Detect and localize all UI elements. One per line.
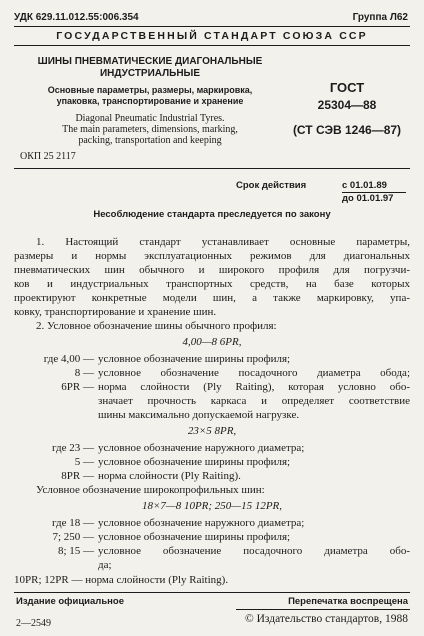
ex2-key-3: 8PR — <box>61 470 94 482</box>
ex3-key-2: 7; 250 — <box>52 531 94 543</box>
validity-to: до 01.01.97 <box>342 193 394 204</box>
ex1-key-1: где 4,00 — <box>43 353 94 365</box>
ex3-key-1: где 18 — <box>52 517 94 529</box>
validity-from: с 01.01.89 <box>342 180 387 191</box>
gost-number: 25304—88 <box>317 98 377 112</box>
title-ru-line-1: ШИНЫ ПНЕВМАТИЧЕСКИЕ ДИАГОНАЛЬНЫЕ <box>37 56 263 67</box>
p1-line-1: 1. Настоящий стандарт устанавливает основные параметры, <box>36 236 410 248</box>
ex1-key-2: 8 — <box>74 367 94 379</box>
title-en-line-3: packing, transportation and keeping <box>78 135 222 146</box>
ex1-text-3b: значает прочность каркаса и определяет соответствие <box>98 395 410 407</box>
ex2-text-3: норма слойности (Ply Raiting). <box>98 470 241 482</box>
subtitle-ru-line-1: Основные параметры, размеры, маркировка, <box>47 85 253 95</box>
header-rule-top <box>14 26 410 27</box>
print-code: 2—2549 <box>16 618 51 629</box>
example-2: 23×5 8PR, <box>187 425 237 437</box>
ex2-text-2: условное обозначение ширины профиля; <box>98 456 291 468</box>
group-code: Группа Л62 <box>352 12 408 23</box>
title-ru-line-2: ИНДУСТРИАЛЬНЫЕ <box>99 68 201 79</box>
footer-rule <box>14 592 410 593</box>
p1-line-5: проектируют конкретные модели шин, а также маркировку, упа- <box>14 292 410 304</box>
gost-block <box>286 80 408 138</box>
wide-profile-label: Условное обозначение широкопрофильных шин: <box>36 484 265 496</box>
gost-label: ГОСТ <box>329 80 365 95</box>
example-1: 4,00—8 6PR, <box>182 336 242 348</box>
title-block <box>14 56 286 146</box>
ex3-text-3b: да; <box>98 559 112 571</box>
legal-notice: Несоблюдение стандарта преследуется по закону <box>93 209 331 220</box>
official-edition: Издание официальное <box>16 596 124 607</box>
ex1-text-3c: шины максимально допускаемой нагрузке. <box>98 409 300 421</box>
footer-rule-right <box>236 609 410 610</box>
ex1-text-1: условное обозначение ширины профиля; <box>98 353 291 365</box>
ex2-text-1: условное обозначение наружного диаметра; <box>98 442 305 454</box>
ex1-key-3: 6PR — <box>61 381 94 393</box>
publisher-copyright: © Издательство стандартов, 1988 <box>244 613 408 625</box>
st-sev-number: (СТ СЭВ 1246—87) <box>292 123 402 137</box>
subtitle-ru-line-2: упаковка, транспортирование и хранение <box>56 96 244 106</box>
p1-line-6: ковку, транспортирование и хранение шин. <box>14 306 217 318</box>
p1-line-3: пневматических шин обычного и широкого профиля для погрузчи- <box>14 264 410 276</box>
p2-line: 2. Условное обозначение шины обычного профиля: <box>36 320 277 332</box>
p1-line-4: ков и индустриальных транспортных средств, на базе которых <box>14 278 410 290</box>
ex3-text-2: условное обозначение ширины профиля; <box>98 531 291 543</box>
okp-code: ОКП 25 2117 <box>20 151 76 162</box>
p1-line-2: размеры и нормы эксплуатационных режимов для диагональных <box>14 250 410 262</box>
ply-rating-line: 10PR; 12PR — норма слойности (Ply Raiting). <box>14 574 229 586</box>
ex3-text-1: условное обозначение наружного диаметра; <box>98 517 305 529</box>
ex1-text-3a: норма слойности (Ply Raiting), которая условно обо- <box>98 381 410 393</box>
ex3-key-3: 8; 15 — <box>57 545 94 557</box>
ex2-key-1: где 23 — <box>52 442 94 454</box>
ex1-text-2: условное обозначение посадочного диаметра обода; <box>98 367 410 379</box>
state-standard-heading: ГОСУДАРСТВЕННЫЙ СТАНДАРТ СОЮЗА ССР <box>56 30 368 42</box>
ex3-text-3a: условное обозначение посадочного диаметра обо- <box>98 545 410 557</box>
title-en-line-1: Diagonal Pneumatic Industrial Tyres. <box>75 113 225 124</box>
title-rule <box>14 168 410 169</box>
header-rule-bottom <box>14 45 410 46</box>
udk-code: УДК 629.11.012.55:006.354 <box>14 12 139 23</box>
validity-label: Срок действия <box>236 180 307 191</box>
ex2-key-2: 5 — <box>74 456 94 468</box>
example-3: 18×7—8 10PR; 250—15 12PR, <box>141 500 283 512</box>
title-en-line-2: The main parameters, dimensions, marking, <box>62 124 238 135</box>
reprint-prohibited: Перепечатка воспрещена <box>288 596 408 607</box>
